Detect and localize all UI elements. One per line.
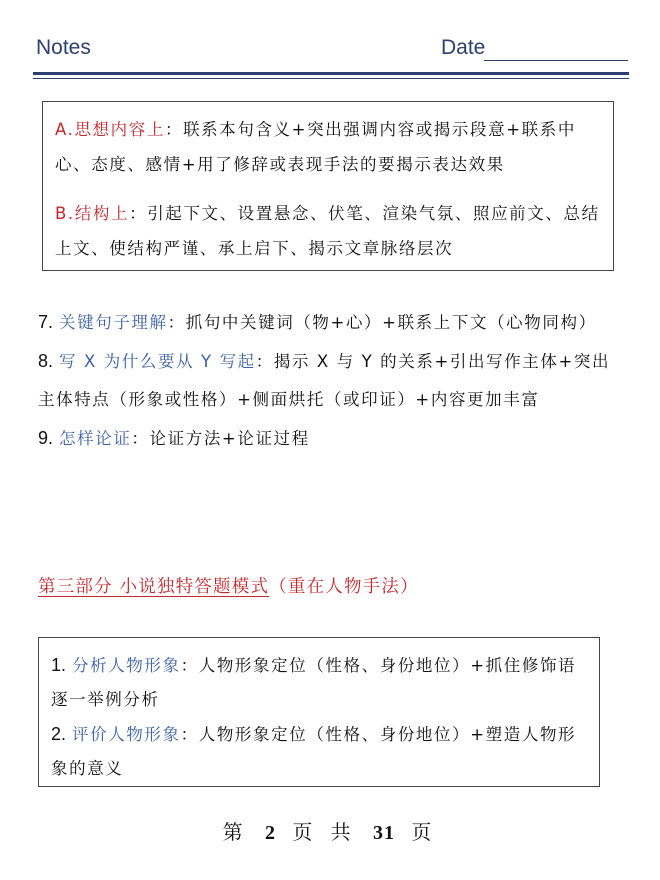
section-title: 第三部分 小说独特答题模式 (38, 577, 270, 597)
footer-pre: 第 (222, 820, 249, 844)
date-label: Date (441, 36, 486, 59)
novel-character-box (38, 637, 600, 787)
notes-label: Notes (36, 36, 91, 59)
section-heading (38, 572, 419, 602)
point-a-title: A.思想内容上 (55, 120, 165, 139)
item-number: 7. (38, 312, 54, 332)
item-colon: ： (167, 313, 186, 332)
page-header (36, 36, 628, 66)
page-footer (0, 816, 660, 845)
point-b-colon: ： (129, 204, 148, 223)
item-title: 分析人物形象 (72, 656, 181, 675)
date-blank-line (484, 60, 628, 61)
item-colon: ： (131, 429, 150, 448)
item-9 (38, 419, 628, 458)
item-colon: ： (180, 725, 199, 744)
section-subtitle: （重在人物手法） (269, 577, 419, 597)
header-rule-thick (33, 72, 629, 75)
item-7 (38, 303, 628, 342)
item-colon: ： (180, 656, 199, 675)
item-title: 写 X 为什么要从 Y 写起 (59, 352, 256, 371)
item-colon: ： (255, 352, 274, 371)
item-title: 关键句子理解 (59, 313, 168, 332)
point-a-colon: ： (164, 120, 184, 139)
footer-post: 页 (411, 820, 438, 844)
footer-mid: 页 共 (292, 820, 357, 844)
item-number: 9. (38, 428, 54, 448)
item-number: 8. (38, 351, 54, 371)
point-a-text: 联系本句含义+突出强调内容或揭示段意+联系中心、态度、感情+用了修辞或表现手法的要揭示表达效果 (55, 120, 576, 174)
point-b-text: 引起下文、设置悬念、伏笔、渲染气氛、照应前文、总结上文、使结构严谨、承上启下、揭示文章脉络层次 (55, 204, 600, 258)
item-title: 评价人物形象 (72, 725, 181, 744)
current-page-number: 2 (264, 822, 276, 844)
item-text: 论证方法+论证过程 (149, 429, 310, 448)
structure-function-box (42, 101, 614, 271)
point-b (55, 196, 603, 266)
item-text: 揭示 X 与 Y 的关系+引出写作主体+突出主体特点（形象或性格）+侧面烘托（或印证）+内容更加丰富 (38, 352, 611, 409)
item-text: 人物形象定位（性格、身份地位）+塑造人物形象的意义 (51, 725, 577, 778)
point-b-title: B.结构上 (55, 204, 130, 223)
item-number: 2. (51, 724, 67, 744)
header-rule-thin (33, 78, 629, 79)
item-text: 人物形象定位（性格、身份地位）+抓住修饰语逐一举例分析 (51, 656, 577, 709)
character-item-1 (51, 648, 589, 717)
point-a (55, 112, 603, 182)
item-title: 怎样论证 (59, 429, 132, 448)
total-page-number: 31 (373, 822, 396, 844)
numbered-items (38, 303, 628, 458)
item-text: 抓句中关键词（物+心）+联系上下文（心物同构） (185, 313, 597, 332)
character-item-2 (51, 717, 589, 786)
item-8 (38, 342, 628, 419)
item-number: 1. (51, 655, 67, 675)
